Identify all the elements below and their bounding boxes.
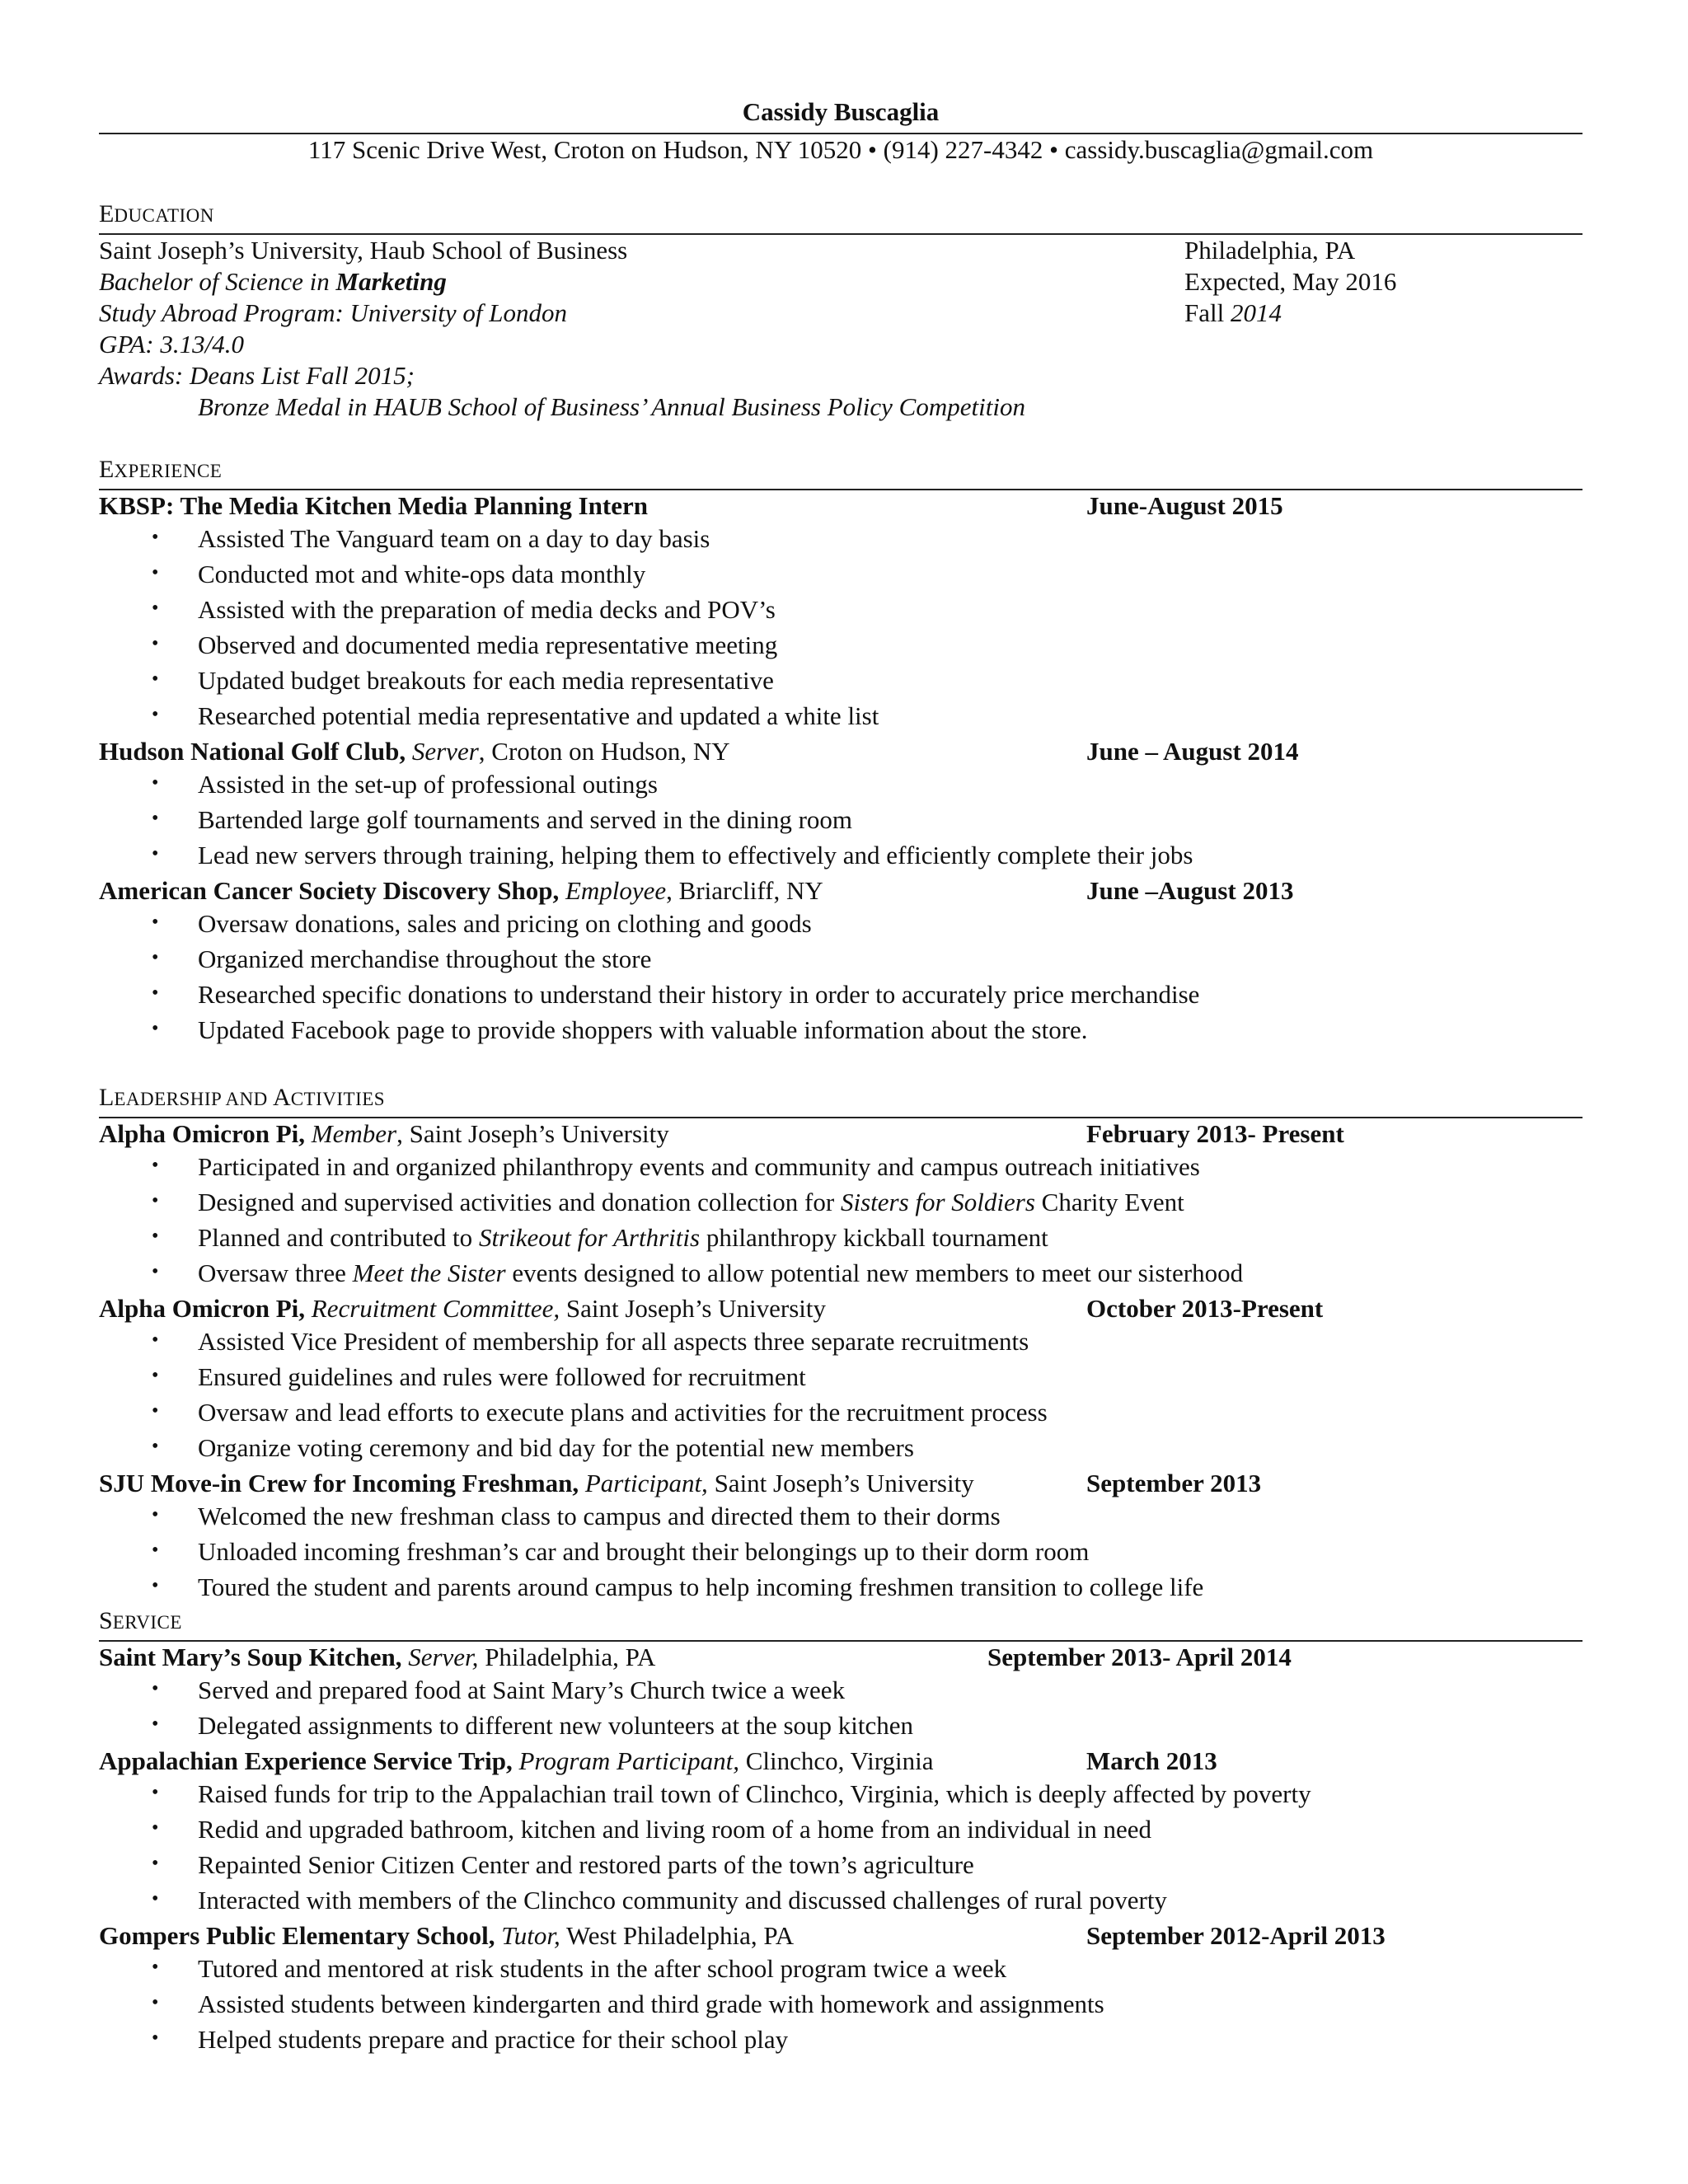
activity-bullet: Welcomed the new freshman class to campus and directed them to their dorms [198,1502,1001,1530]
section-heading-service [99,1607,182,1635]
bullet-icon: • [152,598,159,619]
activity-place: Saint Joseph’s University [560,1294,827,1323]
section-heading-experience [99,456,222,484]
job-bullet: Oversaw donations, sales and pricing on clothing and goods [198,909,812,938]
school-name: Saint Joseph’s University, Haub School of Business [99,236,628,265]
activity-bullet: Organize voting ceremony and bid day for the potential new members [198,1433,914,1462]
bullet-icon: • [152,1226,159,1247]
job-bullet: Lead new servers through training, helping them to effectively and efficiently complete their jobs [198,841,1193,869]
service-place: Philadelphia, PA [478,1643,656,1671]
activity-title-line [99,1469,974,1498]
activity-bullet: Oversaw and lead efforts to execute plans and activities for the recruitment process [198,1398,1048,1427]
job-dates: June –August 2013 [1086,876,1294,905]
activity-org: SJU Move-in Crew for Incoming Freshman, [99,1469,579,1497]
activity-bullet: Ensured guidelines and rules were followed for recruitment [198,1362,806,1391]
service-bullet: Redid and upgraded bathroom, kitchen and living room of a home from an individual in need [198,1815,1152,1844]
school-location: Philadelphia, PA [1184,236,1356,265]
service-org: Saint Mary’s Soup Kitchen, [99,1643,402,1671]
job-dates: June – August 2014 [1086,737,1299,766]
job-role: Employee [565,876,667,905]
activity-bullet: Participated in and organized philanthropy events and community and campus outreach initiatives [198,1152,1200,1181]
bullet-icon: • [152,772,159,794]
bullet-icon: • [152,668,159,690]
bullet-icon: • [152,1190,159,1212]
job-bullet: Bartended large golf tournaments and served in the dining room [198,805,853,834]
job-dates: June-August 2015 [1086,491,1283,520]
service-org: Appalachian Experience Service Trip, [99,1746,513,1775]
section-divider [99,1117,1582,1118]
job-title-line [99,737,730,766]
job-bullet: Organized merchandise throughout the store [198,944,652,973]
bullet-icon: • [152,982,159,1004]
activity-bullet: Toured the student and parents around campus to help incoming freshmen transition to college life [198,1572,1204,1601]
bullet-icon: • [152,1853,159,1874]
activity-org: Alpha Omicron Pi, [99,1119,306,1148]
job-place: , Briarcliff, NY [666,876,823,905]
activity-role: Recruitment Committee, [311,1294,560,1323]
job-org: Hudson National Golf Club, [99,737,406,766]
section-heading-leadership [99,1084,385,1112]
bullet-icon: • [152,1329,159,1351]
activity-title-line [99,1294,826,1324]
job-bullet: Assisted in the set-up of professional outings [198,770,658,799]
bullet-icon: • [152,1436,159,1457]
bullet-icon: • [152,1782,159,1803]
service-bullet: Assisted students between kindergarten and third grade with homework and assignments [198,1990,1104,2018]
service-bullet: Repainted Senior Citizen Center and restored parts of the town’s agriculture [198,1850,974,1879]
bullet-icon: • [152,1155,159,1176]
gpa: GPA: 3.13/4.0 [99,330,244,359]
heading-initial: A [273,1084,291,1111]
heading-rest: DUCATION [114,205,214,226]
bullet-icon: • [152,1817,159,1839]
job-title-line [99,876,823,906]
activity-bullet: Unloaded incoming freshman’s car and brought their belongings up to their dorm room [198,1537,1090,1566]
bullet-icon: • [152,1261,159,1282]
service-org: Gompers Public Elementary School, [99,1921,495,1950]
service-bullet: Served and prepared food at Saint Mary’s Church twice a week [198,1675,846,1704]
job-role: Server [411,737,479,766]
section-divider [99,489,1582,490]
bullet-icon: • [152,843,159,865]
heading-initial: L [99,1084,115,1111]
degree-prefix: Bachelor of Science in [99,267,336,296]
service-dates: September 2013- April 2014 [987,1643,1292,1671]
job-bullet: Researched potential media representative and updated a white list [198,701,879,730]
heading-rest: ERVICE [112,1612,182,1633]
bullet-icon: • [152,1504,159,1526]
bullet-icon: • [152,1018,159,1039]
job-bullet: Updated Facebook page to provide shoppers with valuable information about the store. [198,1015,1088,1044]
service-role: Server, [408,1643,479,1671]
study-term: Fall [1184,298,1231,327]
service-bullet: Raised funds for trip to the Appalachian trail town of Clinchco, Virginia, which is deeply affected by poverty [198,1779,1311,1808]
bullet-icon: • [152,947,159,968]
service-title-line [99,1643,655,1672]
activity-bullet: Designed and supervised activities and donation collection for Sisters for Soldiers Charity Event [198,1188,1184,1216]
heading-initial: S [99,1607,113,1634]
bullet-icon: • [152,704,159,725]
heading-rest: EADERSHIP AND [114,1089,274,1109]
section-divider [99,1640,1582,1642]
activity-org: Alpha Omicron Pi, [99,1294,306,1323]
service-title-line [99,1746,934,1776]
activity-place: Saint Joseph’s University [707,1469,974,1497]
bullet-icon: • [152,1678,159,1699]
activity-role: Member [311,1119,397,1148]
contact-line: 117 Scenic Drive West, Croton on Hudson, NY 10520 • (914) 227-4342 • cassidy.buscaglia@gmail.com [307,135,1374,164]
section-divider [99,233,1582,235]
bullet-icon: • [152,2027,159,2049]
service-bullet: Tutored and mentored at risk students in the after school program twice a week [198,1954,1007,1983]
bullet-icon: • [152,1713,159,1735]
bullet-icon: • [152,1957,159,1978]
activity-bullet: Planned and contributed to Strikeout for Arthritis philanthropy kickball tournament [198,1223,1048,1252]
activity-dates: September 2013 [1086,1469,1262,1497]
heading-rest: CTIVITIES [290,1089,386,1109]
job-bullet: Assisted The Vanguard team on a day to day basis [198,524,710,553]
bullet-icon: • [152,1365,159,1386]
heading-initial: E [99,200,115,227]
bullet-icon: • [152,1888,159,1910]
activity-title-line [99,1119,669,1149]
job-place: , Croton on Hudson, NY [478,737,730,766]
job-bullet: Observed and documented media representative meeting [198,630,778,659]
header-divider [99,133,1582,134]
bullet-icon: • [152,1575,159,1596]
service-place: Clinchco, Virginia [739,1746,934,1775]
study-year: 2014 [1230,298,1282,327]
activity-role: Participant, [584,1469,708,1497]
service-role: Tutor, [501,1921,560,1950]
bullet-icon: • [152,912,159,933]
job-bullet: Updated budget breakouts for each media representative [198,666,774,695]
section-heading-education [99,200,214,228]
degree [99,267,447,297]
heading-initial: E [99,456,115,483]
applicant-name: Cassidy Buscaglia [742,97,940,126]
study-abroad-term [1184,298,1282,328]
bullet-icon: • [152,1400,159,1422]
activity-bullet: Oversaw three Meet the Sister events designed to allow potential new members to meet our sisterhood [198,1258,1244,1287]
bullet-icon: • [152,808,159,829]
service-bullet: Delegated assignments to different new volunteers at the soup kitchen [198,1711,914,1740]
service-place: West Philadelphia, PA [560,1921,795,1950]
heading-rest: XPERIENCE [114,461,223,481]
degree-major: Marketing [335,267,447,296]
job-org: KBSP: The Media Kitchen Media Planning Intern [99,491,648,520]
service-title-line [99,1921,794,1951]
awards-line-1: Awards: Deans List Fall 2015; [99,361,415,390]
activity-dates: October 2013-Present [1086,1294,1324,1323]
service-bullet: Interacted with members of the Clinchco community and discussed challenges of rural poverty [198,1886,1167,1915]
activity-place: , Saint Joseph’s University [396,1119,669,1148]
bullet-icon: • [152,1992,159,2013]
job-title-line [99,491,648,521]
service-role: Program Participant, [518,1746,739,1775]
job-bullet: Assisted with the preparation of media decks and POV’s [198,595,776,624]
bullet-icon: • [152,527,159,548]
service-bullet: Helped students prepare and practice for their school play [198,2025,789,2054]
service-dates: March 2013 [1086,1746,1217,1775]
bullet-icon: • [152,633,159,654]
expected-graduation: Expected, May 2016 [1184,267,1397,296]
awards-line-2: Bronze Medal in HAUB School of Business’ Annual Business Policy Competition [198,392,1025,421]
study-abroad: Study Abroad Program: University of London [99,298,568,327]
job-bullet: Conducted mot and white-ops data monthly [198,560,646,588]
job-bullet: Researched specific donations to understand their history in order to accurately price merchandise [198,980,1200,1009]
activity-dates: February 2013- Present [1086,1119,1344,1148]
bullet-icon: • [152,562,159,583]
job-org: American Cancer Society Discovery Shop, [99,876,560,905]
service-dates: September 2012-April 2013 [1086,1921,1386,1950]
bullet-icon: • [152,1540,159,1561]
activity-bullet: Assisted Vice President of membership for all aspects three separate recruitments [198,1327,1029,1356]
